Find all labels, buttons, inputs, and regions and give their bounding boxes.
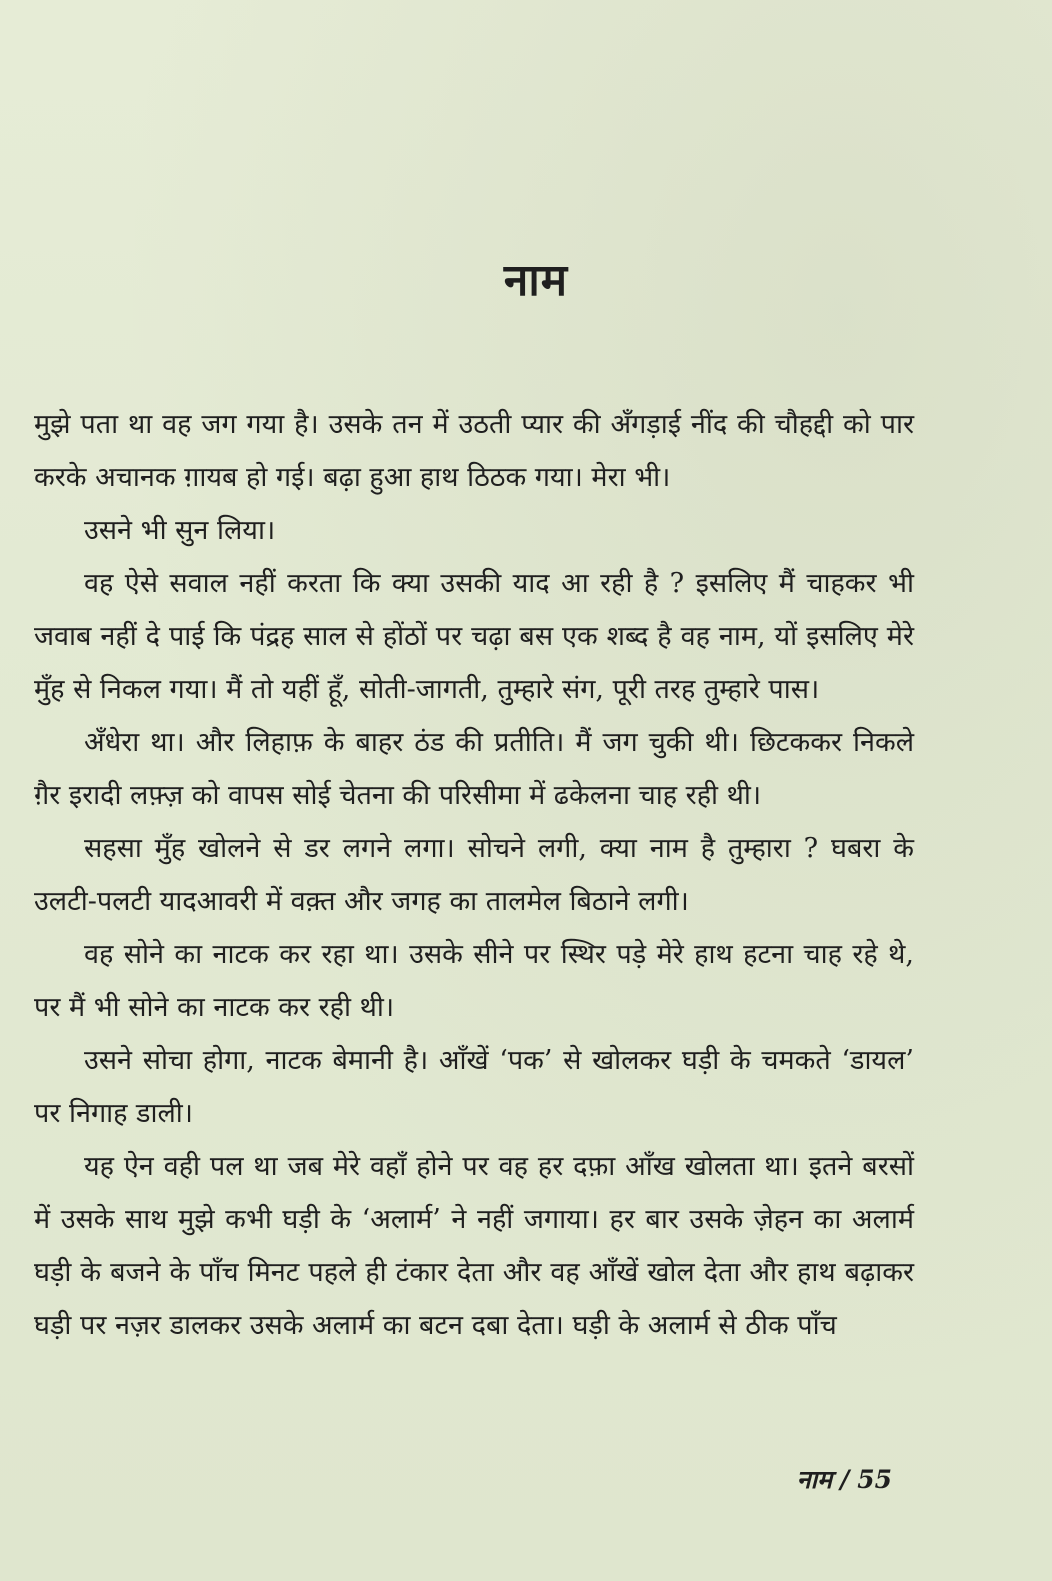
page-number: 55 (857, 1465, 892, 1494)
running-title: नाम (796, 1465, 833, 1494)
page-footer (797, 1462, 892, 1496)
footer-separator: / (840, 1465, 850, 1494)
chapter-body (34, 398, 914, 1352)
paragraph-5: सहसा मुँह खोलने से डर लगने लगा। सोचने लगी, क्या नाम है तुम्हारा ? घबरा के उलटी-पलटी यादआवरी में वक़्त और जगह का तालमेल बिठाने लगी। (34, 833, 914, 917)
paragraph-6: वह सोने का नाटक कर रहा था। उसके सीने पर स्थिर पड़े मेरे हाथ हटना चाह रहे थे, पर मैं भी सोने का नाटक कर रही थी। (34, 939, 914, 1023)
chapter-title: नाम (503, 255, 569, 306)
paragraph-4: अँधेरा था। और लिहाफ़ के बाहर ठंड की प्रतीति। मैं जग चुकी थी। छिटककर निकले ग़ैर इरादी लफ़्ज़ को वापस सोई चेतना की परिसीमा में ढकेलना चाह रही थी। (34, 727, 914, 811)
paragraph-2: उसने भी सुन लिया। (84, 515, 276, 546)
paragraph-7: उसने सोचा होगा, नाटक बेमानी है। आँखें ‘पक’ से खोलकर घड़ी के चमकते ‘डायल’ पर निगाह डाली। (34, 1045, 914, 1129)
paragraph-1: मुझे पता था वह जग गया है। उसके तन में उठती प्यार की अँगड़ाई नींद की चौहद्दी को पार करके अचानक ग़ायब हो गई। बढ़ा हुआ हाथ ठिठक गया। मेरा भी। (34, 409, 914, 493)
paragraph-8: यह ऐन वही पल था जब मेरे वहाँ होने पर वह हर दफ़ा आँख खोलता था। इतने बरसों में उसके साथ मुझे कभी घड़ी के ‘अलार्म’ ने नहीं जगाया। हर बार उसके ज़ेहन का अलार्म घड़ी के बजने के पाँच मिनट पहले ही टंकार देता और वह आँखें खोल देता और हाथ बढ़ाकर घड़ी पर नज़र डालकर उसके अलार्म का बटन दबा देता। घड़ी के अलार्म से ठीक पाँच (34, 1151, 914, 1341)
paragraph-3: वह ऐसे सवाल नहीं करता कि क्या उसकी याद आ रही है ? इसलिए मैं चाहकर भी जवाब नहीं दे पाई कि पंद्रह साल से होंठों पर चढ़ा बस एक शब्द है वह नाम, यों इसलिए मेरे मुँह से निकल गया। मैं तो यहीं हूँ, सोती-जागती, तुम्हारे संग, पूरी तरह तुम्हारे पास। (34, 568, 914, 705)
